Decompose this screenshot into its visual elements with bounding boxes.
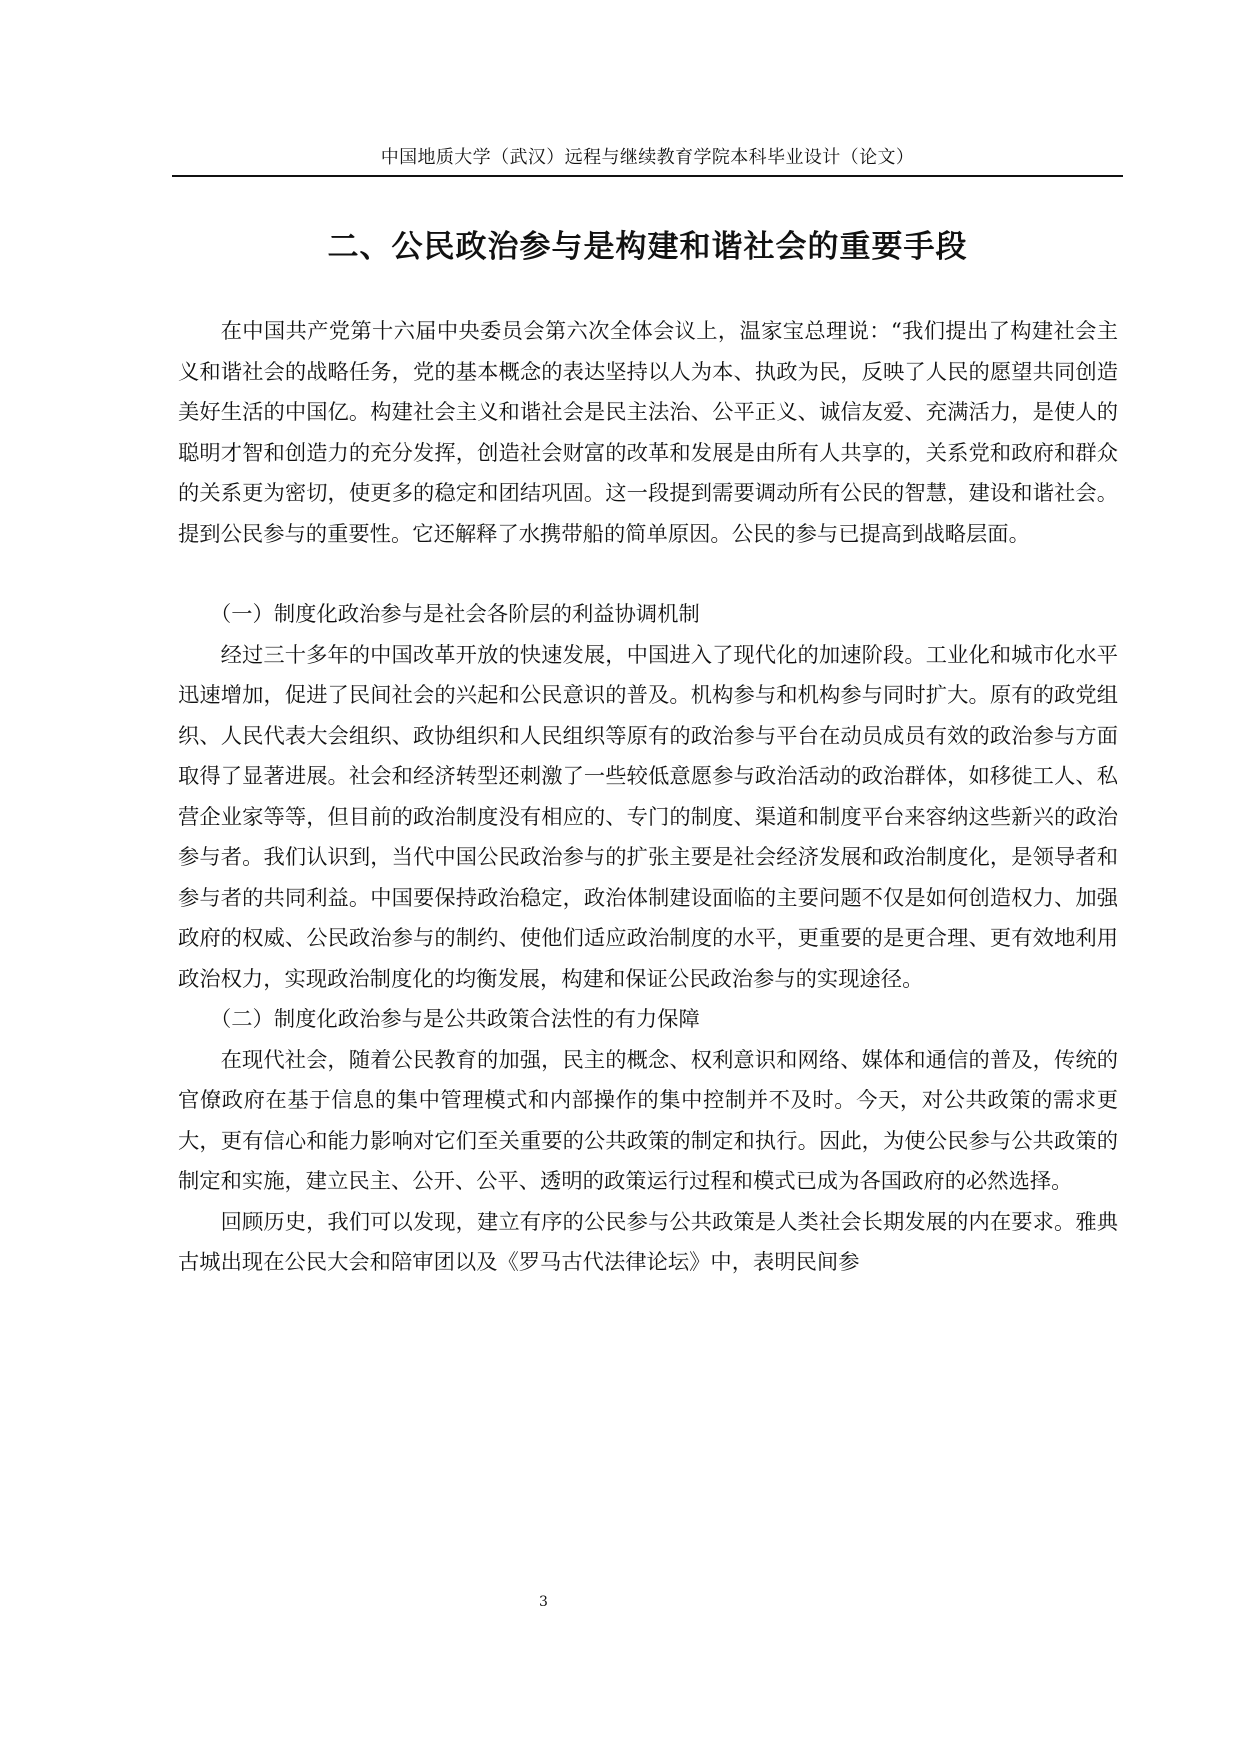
paragraph-section-2: 在现代社会，随着公民教育的加强，民主的概念、权利意识和网络、媒体和通信的普及，传统的官僚政府在基于信息的集中管理模式和内部操作的集中控制并不及时。今天，对公共政策的需求更大，更有信心和能力影响对它们至关重要的公共政策的制定和执行。因此，为使公民参与公共政策的制定和实施，建立民主、公开、公平、透明的政策运行过程和模式已成为各国政府的必然选择。 <box>178 1047 1118 1194</box>
header-divider <box>172 175 1123 177</box>
section-heading-1: （一）制度化政治参与是社会各阶层的利益协调机制 <box>209 602 700 627</box>
paragraph-intro: 在中国共产党第十六届中央委员会第六次全体会议上，温家宝总理说：“我们提出了构建社会主义和谐社会的战略任务，党的基本概念的表达坚持以人为本、执政为民，反映了人民的愿望共同创造美好生活的中国亿。构建社会主义和谐社会是民主法治、公平正义、诚信友爱、充满活力，是使人的聪明才智和创造力的充分发挥，创造社会财富的改革和发展是由所有人共享的，关系党和政府和群众的关系更为密切，使更多的稳定和团结巩固。这一段提到需要调动所有公民的智慧，建设和谐社会。提到公民参与的重要性。它还解释了水携带船的简单原因。公民的参与已提高到战略层面。 <box>178 319 1118 547</box>
section-heading-2: （二）制度化政治参与是公共政策合法性的有力保障 <box>209 1007 700 1032</box>
document-body <box>178 312 1118 1284</box>
paragraph-section-1: 经过三十多年的中国改革开放的快速发展，中国进入了现代化的加速阶段。工业化和城市化水平迅速增加，促进了民间社会的兴起和公民意识的普及。机构参与和机构参与同时扩大。原有的政党组织、人民代表大会组织、政协组织和人民组织等原有的政治参与平台在动员成员有效的政治参与方面取得了显著进展。社会和经济转型还刺激了一些较低意愿参与政治活动的政治群体，如移徙工人、私营企业家等等，但目前的政治制度没有相应的、专门的制度、渠道和制度平台来容纳这些新兴的政治参与者。我们认识到，当代中国公民政治参与的扩张主要是社会经济发展和政治制度化，是领导者和参与者的共同利益。中国要保持政治稳定，政治体制建设面临的主要问题不仅是如何创造权力、加强政府的权威、公民政治参与的制约、使他们适应政治制度的水平，更重要的是更合理、更有效地利用政治权力，实现政治制度化的均衡发展，构建和保证公民政治参与的实现途径。 <box>178 642 1118 992</box>
paragraph-history: 回顾历史，我们可以发现，建立有序的公民参与公共政策是人类社会长期发展的内在要求。雅典古城出现在公民大会和陪审团以及《罗马古代法律论坛》中，表明民间参 <box>178 1209 1118 1275</box>
running-header: 中国地质大学（武汉）远程与继续教育学院本科毕业设计（论文） <box>380 147 915 168</box>
page-title: 二、公民政治参与是构建和谐社会的重要手段 <box>327 229 968 265</box>
page-number: 3 <box>539 1594 548 1610</box>
